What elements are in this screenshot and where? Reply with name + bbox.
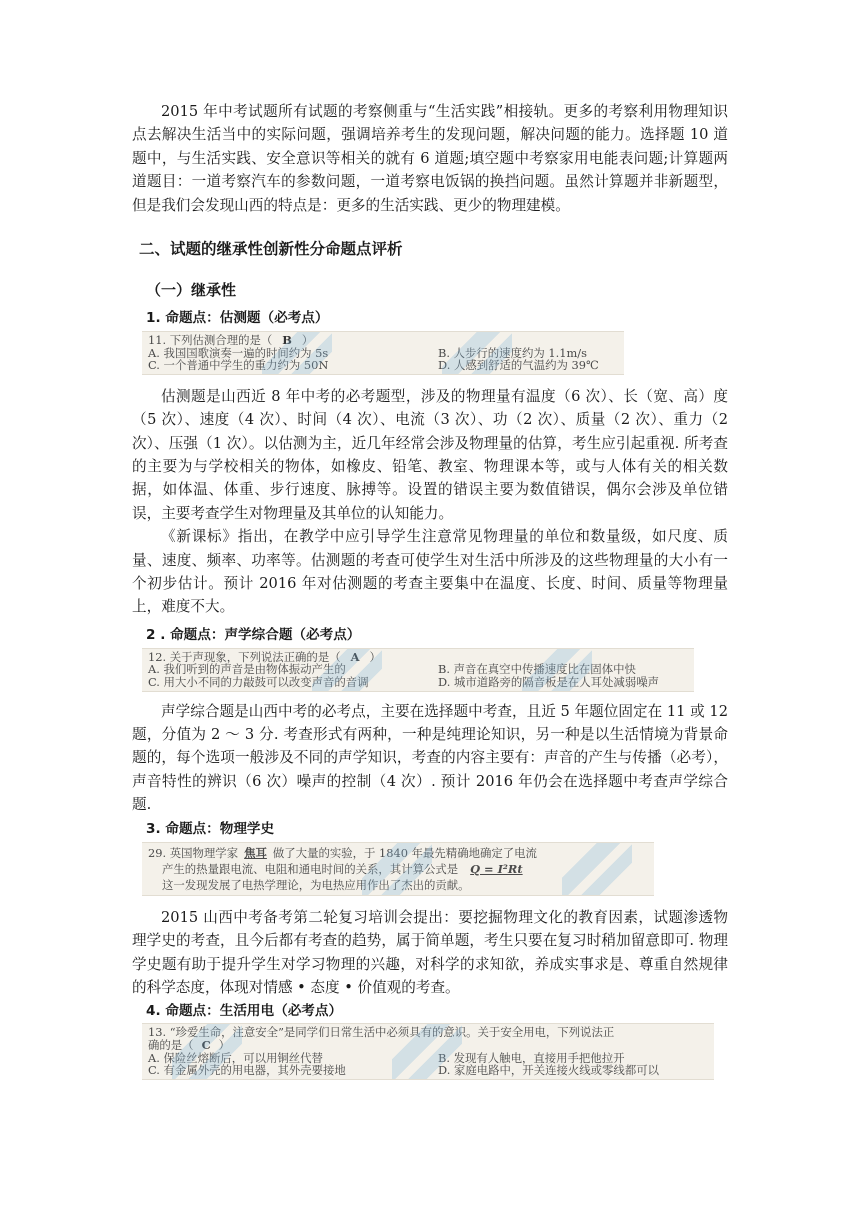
topic4-q-line1: 13. “珍爱生命，注意安全”是同学们日常生活中必须具有的意识。关于安全用电，下列说法正	[148, 1025, 615, 1040]
topic3-question-image	[142, 842, 654, 896]
topic3-q-line1a: 29. 英国物理学家	[148, 845, 239, 860]
topic2-q-close: ）	[369, 649, 381, 664]
topic3-q-formula: Q = I²Rt	[470, 861, 523, 876]
topic1-heading: 1. 命题点：估测题（必考点）	[146, 310, 329, 327]
topic4-opt-a: A. 保险丝熔断后，可以用铜丝代替	[148, 1050, 323, 1065]
topic4-q-line2b: ）	[218, 1037, 231, 1052]
topic4-question-image	[142, 1023, 714, 1079]
topic2-opt-a: A. 我们听到的声音是由物体振动产生的	[148, 662, 346, 677]
topic4-opt-d: D. 家庭电路中，开关连接火线或零线都可以	[438, 1063, 660, 1078]
topic4-q-line2a: 确的是（	[148, 1037, 194, 1052]
topic2-opt-c: C. 用大小不同的力敲鼓可以改变声音的音调	[148, 675, 369, 690]
topic1-q-answer: B	[282, 333, 292, 348]
topic3-q-line3: 这一发现发展了电热学理论，为电热应用作出了杰出的贡献。	[162, 877, 470, 892]
topic3-q-line2a: 产生的热量跟电流、电阻和通电时间的关系，其计算公式是	[162, 861, 459, 876]
document-body	[132, 100, 728, 1080]
topic1-q-stem: 11. 下列估测合理的是（	[148, 333, 273, 348]
topic2-heading: 2 . 命题点：声学综合题（必考点）	[146, 626, 361, 643]
topic1-paragraph2: 《新课标》指出，在教学中应引导学生注意常见物理量的单位和数量级，如尺度、质量、速度、频率、功率等。估测题的考查可使学生对生活中所涉及的这些物理量的大小有一个初步估计。预计 2016 年对估测题的考查主要集中在温度、长度、时间、质量等物理量上，难度不大。	[132, 528, 728, 616]
topic2-q-answer: A	[350, 649, 360, 664]
topic1-opt-c: C. 一个普通中学生的重力约为 50N	[148, 358, 329, 373]
subsection-title: （一）继承性	[146, 281, 237, 300]
topic2-q-stem: 12. 关于声现象，下列说法正确的是（	[148, 649, 341, 664]
intro-paragraph: 2015 年中考试题所有试题的考察侧重与“生活实践”相接轨。更多的考察利用物理知识点去解决生活当中的实际问题，强调培养考生的发现问题，解决问题的能力。选择题 10 道题中，与生活实践、安全意识等相关的就有 6 道题;填空题中考察家用电能表问题;计算题两道题目：一道考察汽车的参数问题，一道考察电饭锅的换挡问题。虽然计算题并非新题型，但是我们会发现山西的特点是：更多的生活实践、更少的物理建模。	[132, 103, 728, 214]
topic2-opt-b: B. 声音在真空中传播速度比在固体中快	[438, 662, 636, 677]
topic2-question-image	[142, 648, 694, 692]
topic3-heading: 3. 命题点：物理学史	[146, 820, 275, 837]
topic1-question-image	[142, 331, 624, 375]
topic4-opt-b: B. 发现有人触电，直接用手把他拉开	[438, 1050, 625, 1065]
topic4-opt-c: C. 有金属外壳的用电器，其外壳要接地	[148, 1063, 346, 1078]
topic4-heading: 4. 命题点：生活用电（必考点）	[146, 1003, 343, 1020]
topic2-opt-d: D. 城市道路旁的隔音板是在人耳处减弱噪声	[438, 675, 660, 690]
topic1-opt-d: D. 人感到舒适的气温约为 39℃	[438, 358, 599, 373]
section-title: 二、试题的继承性创新性分命题点评析	[139, 240, 403, 259]
topic1-q-close: ）	[301, 333, 314, 348]
topic3-q-fill: 焦耳	[244, 845, 267, 860]
topic3-q-line1b: 做了大量的实验，于 1840 年最先精确地确定了电流	[272, 845, 537, 860]
topic1-opt-a: A. 我国国歌演奏一遍的时间约为 5s	[148, 345, 329, 360]
topic1-opt-b: B. 人步行的速度约为 1.1m/s	[438, 345, 587, 360]
topic4-q-answer: C	[201, 1037, 211, 1052]
topic2-paragraph: 声学综合题是山西中考的必考点，主要在选择题中考查，且近 5 年题位固定在 11 或 12 题，分值为 2 ～ 3 分. 考查形式有两种，一种是纯理论知识，另一种是以生活情境为背景命题的，每个选项一般涉及不同的声学知识，考查的内容主要有：声音的产生与传播（必考），声音特性的辨识（6 次）噪声的控制（4 次）. 预计 2016 年仍会在选择题中考查声学综合题.	[132, 702, 728, 814]
topic3-paragraph: 2015 山西中考备考第二轮复习培训会提出：要挖掘物理文化的教育因素，试题渗透物理学史的考查，且今后都有考查的趋势，属于简单题，考生只要在复习时稍加留意即可. 物理学史题有助于提升学生对学习物理的兴趣，对科学的求知欲，养成实事求是、尊重自然规律的科学态度，体现对情感 • 态度 • 价值观的考查。	[132, 908, 728, 996]
topic1-paragraph1: 估测题是山西近 8 年中考的必考题型，涉及的物理量有温度（6 次）、长（宽、高）度（5 次）、速度（4 次）、时间（4 次）、电流（3 次）、功（2 次）、质量（2 次）、重力（2 次）、压强（1 次）。以估测为主，近几年经常会涉及物理量的估算，考生应引起重视. 所考查的主要为与学校相关的物体，如橡皮、铅笔、教室、物理课本等，或与人体有关的相关数据，如体温、体重、步行速度、脉搏等。设置的错误主要为数值错误，偶尔会涉及单位错误，主要考查学生对物理量及其单位的认知能力。	[132, 387, 728, 522]
